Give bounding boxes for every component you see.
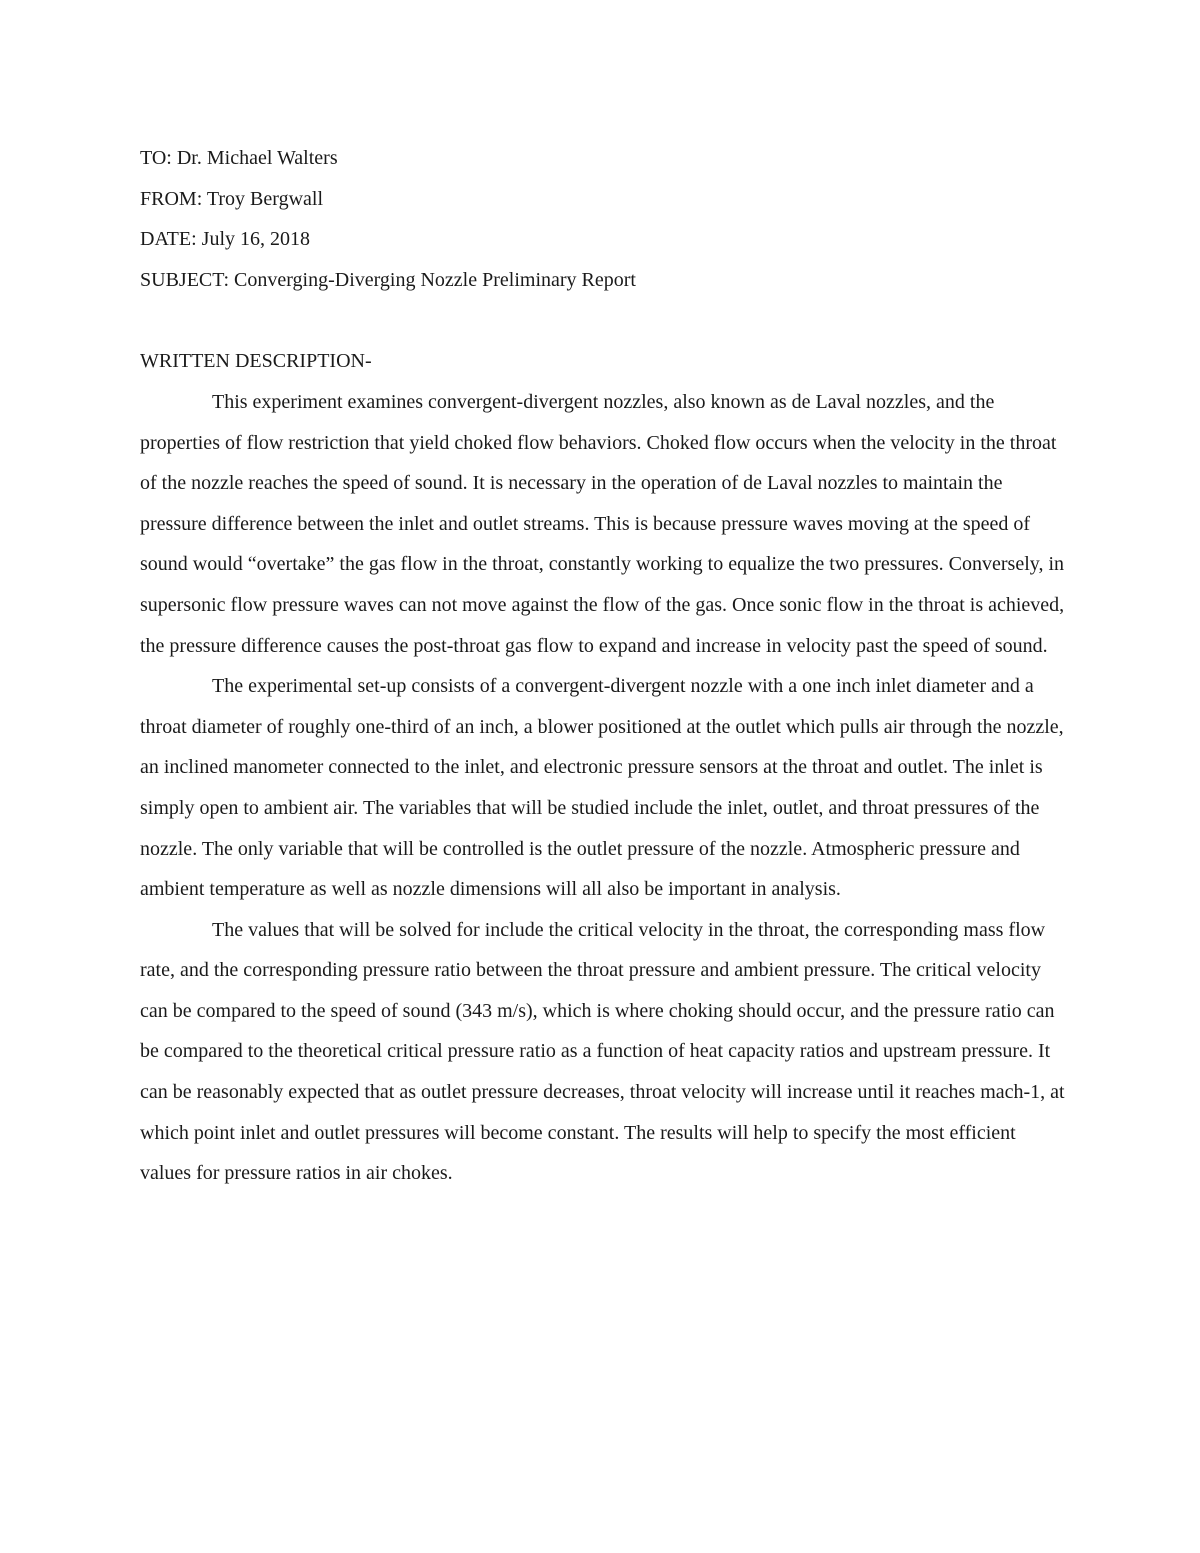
paragraph-experimental-setup: The experimental set-up consists of a convergent-divergent nozzle with a one inch inlet diameter and a throat diameter of roughly one-third of an inch, a blower positioned at the outlet which pulls air through the nozzle, an inclined manometer connected to the inlet, and electronic pressure sensors at the throat and outlet. The inlet is simply open to ambient air. The variables that will be studied include the inlet, outlet, and throat pressures of the nozzle. The only variable that will be controlled is the outlet pressure of the nozzle. Atmospheric pressure and ambient temperature as well as nozzle dimensions will all also be important in analysis. xyxy=(140,675,1064,901)
memo-to: TO: Dr. Michael Walters xyxy=(140,147,338,169)
section-heading: WRITTEN DESCRIPTION- xyxy=(140,350,372,373)
written-description-section xyxy=(140,341,1065,1193)
memo-subject: SUBJECT: Converging-Diverging Nozzle Preliminary Report xyxy=(140,268,636,291)
paragraph-expected-results: The values that will be solved for include the critical velocity in the throat, the corresponding mass flow rate, and the corresponding pressure ratio between the throat pressure and ambient pressure. The critical velocity can be compared to the speed of sound (343 m/s), which is where choking should occur, and the pressure ratio can be compared to the theoretical critical pressure ratio as a function of heat capacity ratios and upstream pressure. It can be reasonably expected that as outlet pressure decreases, throat velocity will increase until it reaches mach-1, at which point inlet and outlet pressures will become constant. The results will help to specify the most efficient values for pressure ratios in air chokes. xyxy=(140,918,1065,1185)
memo-date: DATE: July 16, 2018 xyxy=(140,228,310,251)
paragraph-introduction: This experiment examines convergent-divergent nozzles, also known as de Laval nozzles, and the properties of flow restriction that yield choked flow behaviors. Choked flow occurs when the velocity in the throat of the nozzle reaches the speed of sound. It is necessary in the operation of de Laval nozzles to maintain the pressure difference between the inlet and outlet streams. This is because pressure waves moving at the speed of sound would “overtake” the gas flow in the throat, constantly working to equalize the two pressures. Conversely, in supersonic flow pressure waves can not move against the flow of the gas. Once sonic flow in the throat is achieved, the pressure difference causes the post-throat gas flow to expand and increase in velocity past the speed of sound. xyxy=(140,390,1065,657)
memo-from: FROM: Troy Bergwall xyxy=(140,187,324,210)
memo-body xyxy=(140,138,1065,1194)
memo-header xyxy=(140,138,1065,300)
